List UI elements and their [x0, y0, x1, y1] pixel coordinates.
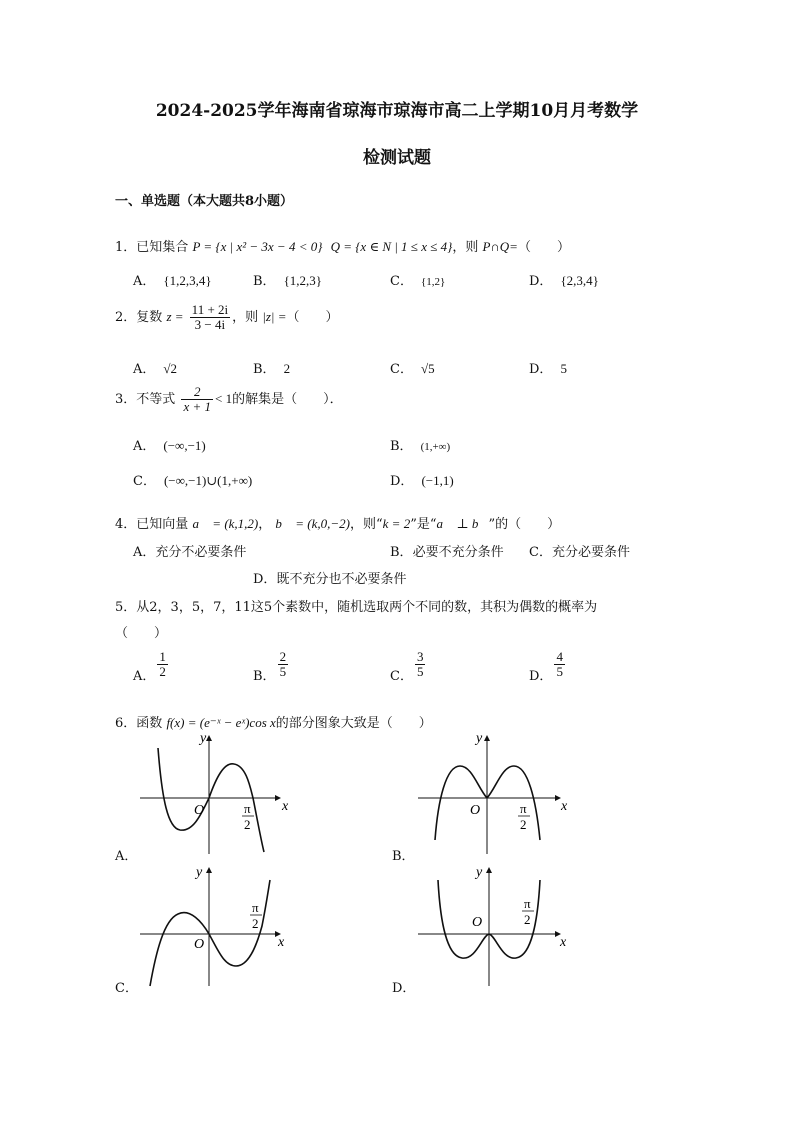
- curve: [150, 880, 270, 986]
- svg-text:O: O: [472, 915, 483, 930]
- question-number: 2．: [115, 310, 137, 325]
- intersection-expression: P∩Q=: [482, 239, 518, 254]
- option-d: D． 5: [529, 361, 567, 377]
- svg-text:O: O: [194, 937, 205, 952]
- complex-z-lhs: z =: [166, 309, 184, 324]
- svg-text:2: 2: [252, 916, 259, 931]
- question-stem: 已知向量: [136, 517, 189, 532]
- question-stem: 的部分图象大致是（ ）: [275, 716, 432, 731]
- function-expression: f(x) = (e⁻ˣ − eˣ)cos x: [166, 715, 276, 730]
- svg-text:π: π: [524, 896, 531, 911]
- complex-fraction: $\frac{11 + 2i}{3 - 4i}$: [191, 302, 229, 332]
- svg-text:2: 2: [524, 912, 531, 927]
- svg-text:x: x: [282, 799, 289, 814]
- svg-text:O: O: [470, 803, 481, 818]
- option-a: A． (−∞,−1): [133, 438, 206, 454]
- inequality-fraction: $\frac{2}{x + 1}$: [183, 384, 211, 414]
- condition-k: k = 2: [382, 516, 411, 531]
- question-stem: 函数: [136, 716, 163, 731]
- option-b: B．必要不充分条件: [390, 545, 504, 560]
- question-stem: ，则: [452, 240, 479, 255]
- title-line-2: 检测试题: [363, 148, 431, 168]
- svg-text:x: x: [560, 935, 567, 950]
- option-a: A． √2: [133, 361, 178, 377]
- question-stem: 复数: [136, 310, 163, 325]
- option-a: A．充分不必要条件: [133, 545, 247, 560]
- svg-text:y: y: [200, 731, 207, 746]
- curve: [158, 748, 264, 852]
- question-4: 4．已知向量 a⃗ = (k,1,2)， b⃗ = (k,0,−2)，则“k = 2”是“a⃗ ⊥ b⃗”的（ ）: [115, 516, 561, 532]
- graph-a: [130, 730, 300, 860]
- graph-d: [410, 862, 580, 992]
- answer-paren: （ ）: [115, 626, 168, 641]
- vector-a: a⃗ = (k,1,2): [192, 516, 259, 531]
- question-3: [115, 385, 343, 414]
- vector-b: b⃗ = (k,0,−2): [275, 516, 350, 531]
- question-stem: 从2，3，5，7，11这5个素数中，随机选取两个不同的数，其积为偶数的概率为: [136, 600, 598, 615]
- svg-text:π: π: [244, 801, 251, 816]
- option-d: D． $\frac{4}{5}$: [529, 649, 563, 684]
- option-c: C． $\frac{3}{5}$: [390, 649, 424, 684]
- option-b: B． 2: [253, 361, 291, 377]
- question-number: 4．: [115, 517, 137, 532]
- option-d: D．既不充分也不必要条件: [253, 572, 407, 587]
- question-number: 1．: [115, 240, 137, 255]
- option-a: A． {1,2,3,4}: [133, 273, 212, 289]
- graph-b-label: B．: [392, 849, 415, 864]
- question-stem: 的解集是（ ）．: [232, 392, 343, 407]
- inequality-rhs: < 1: [214, 391, 233, 406]
- graph-d-label: D．: [392, 981, 416, 996]
- graph-a-label: A．: [115, 849, 138, 864]
- question-1: [115, 236, 570, 255]
- question-stem: 不等式: [136, 392, 176, 407]
- svg-text:y: y: [476, 865, 483, 880]
- modulus-expression: |z| =: [262, 309, 287, 324]
- answer-paren: （ ）: [517, 240, 570, 255]
- svg-text:y: y: [476, 731, 483, 746]
- svg-text:π: π: [520, 801, 527, 816]
- option-c: C． (−∞,−1)∪(1,+∞): [133, 473, 253, 489]
- graph-c: [130, 862, 300, 992]
- svg-text:x: x: [278, 935, 285, 950]
- graph-c-label: C．: [115, 981, 138, 996]
- svg-text:π: π: [252, 900, 259, 915]
- set-p-expression: P = {x | x² − 3x − 4 < 0}: [192, 239, 323, 254]
- option-c: C． {1,2}: [390, 274, 446, 289]
- set-q-expression: Q = {x ∈ N | 1 ≤ x ≤ 4}: [330, 239, 453, 254]
- question-stem: ，则: [232, 310, 259, 325]
- condition-perp: a⃗ ⊥ b⃗: [436, 516, 489, 531]
- question-stem: 已知集合: [136, 240, 189, 255]
- option-c: C． √5: [390, 361, 435, 377]
- question-5: [115, 596, 597, 615]
- answer-paren: （ ）: [286, 310, 339, 325]
- graph-b: [410, 730, 580, 860]
- option-b: B． (1,+∞): [390, 439, 451, 454]
- section-heading: 一、单选题（本大题共8小题）: [115, 194, 294, 209]
- option-d: D． (−1,1): [390, 473, 454, 489]
- question-number: 3．: [115, 392, 137, 407]
- option-b: B． {1,2,3}: [253, 273, 323, 289]
- svg-text:y: y: [196, 865, 203, 880]
- option-a: A． $\frac{1}{2}$: [133, 649, 166, 684]
- question-number: 6．: [115, 716, 137, 731]
- option-c: C．充分必要条件: [529, 545, 630, 560]
- svg-text:2: 2: [244, 817, 251, 832]
- svg-text:x: x: [561, 799, 568, 814]
- svg-text:2: 2: [520, 817, 527, 832]
- svg-text:O: O: [194, 803, 205, 818]
- question-6: [115, 712, 432, 731]
- option-d: D． {2,3,4}: [529, 273, 599, 289]
- question-number: 5．: [115, 600, 137, 615]
- option-b: B． $\frac{2}{5}$: [253, 649, 287, 684]
- question-2: [115, 303, 339, 332]
- title-line-1: 2024-2025学年海南省琼海市琼海市高二上学期10月月考数学: [155, 101, 639, 121]
